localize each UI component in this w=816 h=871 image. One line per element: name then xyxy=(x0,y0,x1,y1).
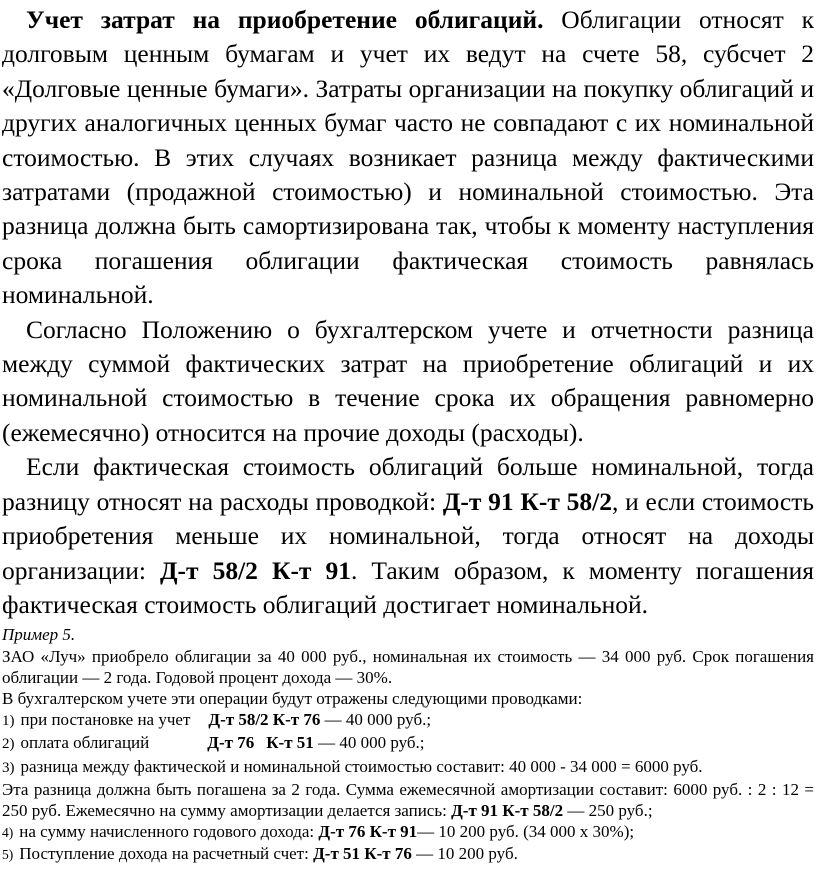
item-2-debit: Д-т 76 xyxy=(207,733,255,753)
item-2-credit: К-т 51 xyxy=(266,733,314,753)
section-heading: Учет затрат на приобретение облигаций. xyxy=(26,5,544,34)
main-text xyxy=(2,0,814,622)
paragraph-3-text-c: . Таким образом, к моменту погашения фактическая стоимость облигаций достигает номинальной. xyxy=(2,555,814,619)
paragraph-1-text: Облигации относят к долговым ценным бумагам и учет их ведут на счете 58, субсчет 2 «Долговые ценные бумаги». Затраты организации на покупку облигаций и других аналогичных ценных бумаг часто не совпадают с их номинальной стоимостью. В этих случаях возникает разница между фактическими затратами (продажной стоимостью) и номинальной стоимостью. Эта разница должна быть самортизирована так, чтобы к моменту наступления срока погашения облигации фактическая стоимость равнялась номинальной. xyxy=(2,5,814,310)
item-4-text: на сумму начисленного годового дохода: xyxy=(19,822,319,842)
item-3-number: 3) xyxy=(2,759,15,776)
item-2-number: 2) xyxy=(2,736,15,753)
item-1-entry: Д-т 58/2 К-т 76 xyxy=(208,710,321,730)
example-line-2: В бухгалтерском учете эти операции будут отражены следующими проводками: xyxy=(2,688,583,708)
amortization-text: Эта разница должна быть погашена за 2 года. Сумма ежемесячной амортизации составит: 6000 руб. : 2 : 12 = 250 руб. Ежемесячно на сумму амортизации делается запись: xyxy=(2,779,814,820)
item-3-text: разница между фактической и номинальной стоимостью составит: 40 000 - 34 000 = 6000 руб. xyxy=(20,756,703,776)
item-2-amount: — 40 000 руб.; xyxy=(313,733,425,753)
entry-income: Д-т 58/2 К-т 91 xyxy=(160,555,351,585)
item-4-entry: Д-т 76 К-т 91 xyxy=(318,822,418,842)
example-item-2 xyxy=(2,732,814,755)
example-item-3 xyxy=(2,756,814,779)
paragraph-3-text-a: Если фактическая стоимость облигаций больше номинальной, тогда разницу относят на расходы проводкой: xyxy=(2,452,814,516)
example-title: Пример 5. xyxy=(2,625,76,645)
paragraph-2: Согласно Положению о бухгалтерском учете и отчетности разница между суммой фактических затрат на приобретение облигаций и их номинальной стоимостью в течение срока их обращения равномерно (ежемесячно) относится на прочие доходы (расходы). xyxy=(2,314,814,447)
item-1-amount: — 40 000 руб.; xyxy=(320,710,432,730)
item-5-entry: Д-т 51 К-т 76 xyxy=(313,844,412,864)
item-5-amount: — 10 200 руб. xyxy=(411,844,518,864)
item-1-number: 1) xyxy=(2,713,15,730)
item-2-text: оплата облигаций xyxy=(20,733,150,753)
amortization-amount: — 250 руб.; xyxy=(563,800,653,820)
example-item-1 xyxy=(2,709,814,732)
example-item-4 xyxy=(2,821,814,843)
item-5-number: 5) xyxy=(2,847,14,863)
example-item-5 xyxy=(2,843,814,865)
paragraph-3 xyxy=(2,450,814,622)
item-5-text: Поступление дохода на расчетный счет: xyxy=(19,844,314,864)
example-block xyxy=(2,624,814,865)
example-line-3 xyxy=(2,779,814,821)
paragraph-3-text-b: , и если стоимость приобретения меньше их номинальной, тогда относят на доходы организации: xyxy=(2,486,814,585)
example-line-1: ЗАО «Луч» приобрело облигации за 40 000 руб., номинальная их стоимость — 34 000 руб. Срок погашения облигации — 2 года. Годовой процент дохода — 30%. xyxy=(2,646,814,687)
amortization-entry: Д-т 91 К-т 58/2 xyxy=(451,800,564,820)
paragraph-1 xyxy=(2,0,814,313)
item-1-text: при постановке на учет xyxy=(20,710,191,730)
item-4-number: 4) xyxy=(2,825,14,841)
entry-expense: Д-т 91 К-т 58/2 xyxy=(442,486,612,516)
item-4-amount: — 10 200 руб. (34 000 х 30%); xyxy=(417,822,635,842)
